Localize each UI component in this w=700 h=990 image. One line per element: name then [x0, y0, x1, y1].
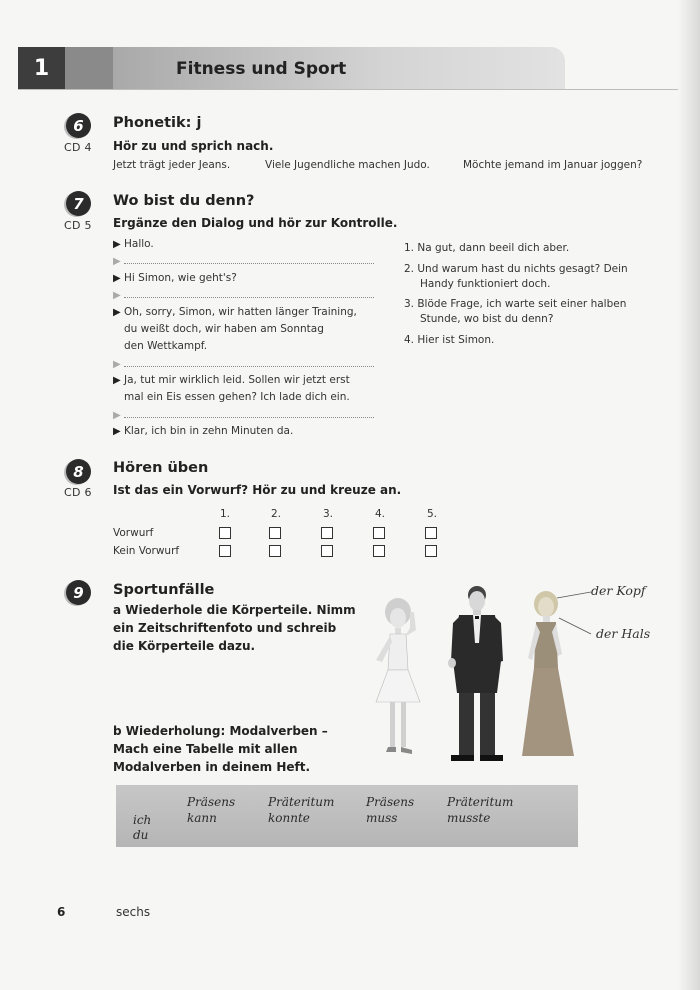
speaker-marker-icon: ▶ — [113, 307, 121, 318]
exercise-title: Wo bist du denn? — [113, 193, 255, 209]
page-edge-shadow — [678, 0, 700, 990]
dialog-line: Klar, ich bin in zehn Minuten da. — [124, 425, 294, 437]
dialog-line: Oh, sorry, Simon, wir hatten länger Training, — [124, 306, 357, 318]
answer-line[interactable] — [124, 366, 374, 367]
checkbox[interactable] — [373, 527, 385, 539]
header-divider — [18, 89, 678, 90]
dialog-line: du weißt doch, wir haben am Sonntag — [124, 323, 324, 335]
exercise-instruction: Ist das ein Vorwurf? Hör zu und kreuze an. — [113, 483, 402, 497]
exercise-title: Phonetik: j — [113, 115, 202, 131]
table-pronoun: du — [133, 828, 149, 842]
exercise-number-6: 6 — [66, 113, 91, 138]
answer-line[interactable] — [124, 263, 374, 264]
page-number: 6 — [57, 905, 66, 919]
table-cell: kann — [187, 811, 217, 825]
dialog-option: Stunde, wo bist du denn? — [420, 313, 554, 325]
checkbox[interactable] — [219, 527, 231, 539]
speaker-marker-icon: ▶ — [113, 426, 121, 437]
phonetic-phrase: Viele Jugendliche machen Judo. — [265, 159, 430, 171]
exercise-title: Hören üben — [113, 460, 209, 476]
speaker-marker-icon: ▶ — [113, 239, 121, 250]
exercise-instruction: Ergänze den Dialog und hör zur Kontrolle. — [113, 216, 398, 230]
unit-number: 1 — [18, 47, 65, 89]
exercise-number-9: 9 — [66, 580, 91, 605]
dialog-option: 3. Blöde Frage, ich warte seit einer halben — [404, 298, 627, 310]
dialog-option: 2. Und warum hast du nichts gesagt? Dein — [404, 263, 628, 275]
task-b-line: Mach eine Tabelle mit allen — [113, 742, 298, 756]
dialog-line: den Wettkampf. — [124, 340, 208, 352]
dialog-line: Hallo. — [124, 238, 154, 250]
page-number-word: sechs — [116, 905, 151, 919]
checkbox[interactable] — [219, 545, 231, 557]
checkbox[interactable] — [373, 545, 385, 557]
dialog-line: Hi Simon, wie geht's? — [124, 272, 237, 284]
checkbox[interactable] — [321, 527, 333, 539]
task-a-line: ein Zeitschriftenfoto und schreib — [113, 621, 337, 635]
speaker-marker-icon: ▶ — [113, 273, 121, 284]
checkbox[interactable] — [269, 527, 281, 539]
dialog-line: mal ein Eis essen gehen? Ich lade dich ein. — [124, 391, 350, 403]
cd-track-label: CD 4 — [64, 141, 92, 154]
task-a-line: die Körperteile dazu. — [113, 639, 256, 653]
dialog-option: Handy funktioniert doch. — [420, 278, 551, 290]
dialog-option: 4. Hier ist Simon. — [404, 334, 495, 346]
exercise-number-7: 7 — [66, 191, 91, 216]
speaker-marker-icon: ▶ — [113, 359, 121, 370]
man-in-suit-photo — [445, 583, 510, 768]
answer-line[interactable] — [124, 417, 374, 418]
dialog-option: 1. Na gut, dann beeil dich aber. — [404, 242, 570, 254]
column-header: 2. — [271, 508, 282, 520]
table-header: Präteritum — [268, 795, 335, 809]
cd-track-label: CD 6 — [64, 486, 92, 499]
row-label: Kein Vorwurf — [113, 545, 180, 557]
checkbox[interactable] — [269, 545, 281, 557]
checkbox[interactable] — [425, 527, 437, 539]
label-hals: der Hals — [596, 626, 651, 641]
label-kopf: der Kopf — [591, 583, 646, 598]
dialog-line: Ja, tut mir wirklich leid. Sollen wir jetzt erst — [124, 374, 350, 386]
phonetic-phrase: Jetzt trägt jeder Jeans. — [113, 159, 231, 171]
unit-title: Fitness und Sport — [176, 59, 347, 79]
phonetic-phrase: Möchte jemand im Januar joggen? — [463, 159, 643, 171]
checkbox[interactable] — [321, 545, 333, 557]
column-header: 3. — [323, 508, 334, 520]
exercise-number-8: 8 — [66, 459, 91, 484]
table-header: Präteritum — [447, 795, 514, 809]
header-strip — [65, 47, 113, 89]
task-a-line: a Wiederhole die Körperteile. Nimm — [113, 603, 356, 617]
table-cell: muss — [366, 811, 398, 825]
cd-track-label: CD 5 — [64, 219, 92, 232]
row-label: Vorwurf — [113, 527, 154, 539]
column-header: 4. — [375, 508, 386, 520]
exercise-instruction: Hör zu und sprich nach. — [113, 139, 274, 153]
girl-in-white-dress-photo — [370, 590, 430, 760]
label-pointer-lines — [555, 590, 595, 640]
speaker-marker-icon: ▶ — [113, 410, 121, 421]
column-header: 5. — [427, 508, 438, 520]
column-header: 1. — [220, 508, 231, 520]
table-pronoun: ich — [133, 813, 152, 827]
speaker-marker-icon: ▶ — [113, 290, 121, 301]
task-b-line: Modalverben in deinem Heft. — [113, 760, 311, 774]
table-cell: musste — [447, 811, 491, 825]
checkbox[interactable] — [425, 545, 437, 557]
table-header: Präsens — [187, 795, 236, 809]
task-b-line: b Wiederholung: Modalverben – — [113, 724, 328, 738]
table-cell: konnte — [268, 811, 310, 825]
speaker-marker-icon: ▶ — [113, 256, 121, 267]
speaker-marker-icon: ▶ — [113, 375, 121, 386]
exercise-title: Sportunfälle — [113, 582, 215, 598]
answer-line[interactable] — [124, 297, 374, 298]
table-header: Präsens — [366, 795, 415, 809]
